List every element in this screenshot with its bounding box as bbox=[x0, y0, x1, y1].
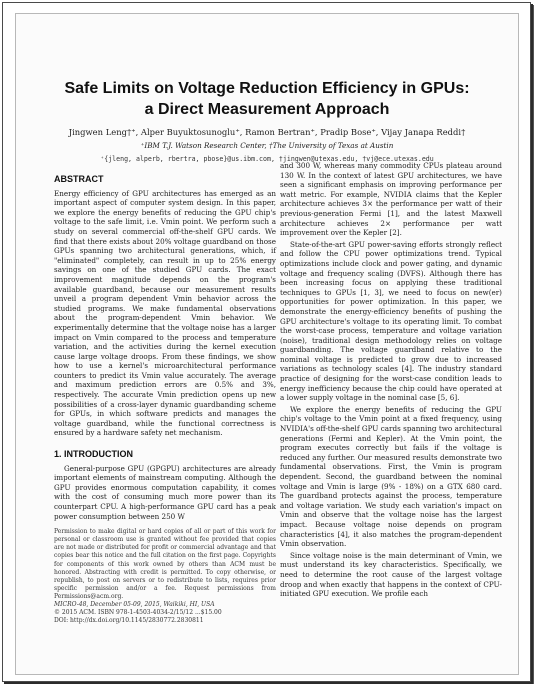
intro-heading: 1. INTRODUCTION bbox=[54, 449, 134, 460]
abstract-heading: ABSTRACT bbox=[54, 174, 104, 184]
intro-para-3: We explore the energy benefits of reducing the GPU chip's voltage to the Vmin point at a fixed frequency, using NVIDIA's off-the-shelf GPU cards spanning two architectural generations (Fermi and Kepler). At the Vmin point, the program executes correctly but fails if the voltage is reduced any further. Our measured results demonstrate two fundamental observations. First, the Vmin is program dependent. Second, the guardband between the nominal voltage and Vmin is large (9% - 18%) on a GTX 680 card. The guardband protects against the process, temperature and voltage variation. We study each variation's impact on Vmin and observe that the voltage noise has the largest impact. Because voltage noise depends on program characteristics [4], it also matches the program-dependent Vmin observation. bbox=[280, 404, 502, 549]
paper-title bbox=[16, 78, 518, 120]
intro-para-2: State-of-the-art GPU power-saving efforts strongly reflect and follow the CPU power optimizations trend. Typical optimizations include clock and power gating, and dynamic voltage and frequency scaling (DVFS). Although there has been increasing focus on applying these traditional techniques to GPUs [1, 3], we need to focus on new(er) opportunities for power optimization. In this paper, we demonstrate the energy-efficiency benefits of pushing the GPU architecture's voltage to its operating limit. To combat the worst-case process, temperature and voltage variation (noise), traditional design methodology relies on voltage guardbanding. The voltage guardband relative to the nominal voltage is predicted to grow due to increased variations as technology scales [4]. The industry standard practice of designing for the worst-case condition leads to energy inefficiency because the chip could have operated at a lower supply voltage in the nominal case [5, 6]. bbox=[280, 239, 502, 403]
paper-page bbox=[15, 13, 519, 675]
affiliations: ⁺IBM T.J. Watson Research Center, †The University of Texas at Austin bbox=[140, 141, 394, 150]
right-column bbox=[280, 161, 502, 601]
venue-line: MICRO-48, December 05-09, 2015, Waikiki, HI, USA bbox=[54, 601, 215, 609]
author-emails: ⁺{jleng, alperb, rbertra, pbose}@us.ibm.com, †jingwen@utexas.edu, †vj@ece.utexas.edu bbox=[100, 155, 434, 163]
intro-para-continued: and 300 W, whereas many commodity CPUs plateau around 130 W. In the context of latest GPU architectures, we have seen a significant emphasis on improving performance per watt metric. For example, NVIDIA claims that the Kepler architecture achieves 3× the performance per watt of their previous-generation Fermi [1], and the latest Maxwell architecture achieves 2× performance per watt improvement over the Kepler [2]. bbox=[280, 161, 502, 238]
intro-para-4: Since voltage noise is the main determinant of Vmin, we must understand its key characteristics. Specifically, we need to determine the root cause of the largest voltage droop and when exactly that happens in the context of CPU-initiated GPU execution. We profile each bbox=[280, 550, 502, 599]
title-line-2: a Direct Measurement Approach bbox=[144, 101, 390, 118]
abstract-text: Energy efficiency of GPU architectures has emerged as an important aspect of computer system design. In this paper, we explore the energy benefits of reducing the GPU chip's voltage to the safe limit, i.e. Vmin point. We perform such a study on several commercial off-the-shelf GPU cards. We find that there exists about 20% voltage guardband on those GPUs spanning two architectural generations, which, if "eliminated" completely, can result in up to 25% energy savings on one of the studied GPU cards. The exact improvement magnitude depends on the program's available guardband, because our measurement results unveil a program dependent Vmin behavior across the studied programs. We make fundamental observations about the program-dependent Vmin behavior. We experimentally determine that the voltage noise has a larger impact on Vmin compared to the process and temperature variation, and the activities during the kernel execution cause large voltage droops. From these findings, we show how to use a kernel's microarchitectural performance counters to predict its Vmin value accurately. The average and maximum prediction errors are 0.5% and 3%, respectively. The accurate Vmin prediction opens up new possibilities of a cross-layer dynamic guardbanding scheme for GPUs, in which software predicts and manages the voltage guardband, while the functional correctness is ensured by a hardware safety net mechanism. bbox=[54, 188, 276, 438]
permission-text: Permission to make digital or hard copies of all or part of this work for personal or classroom use is granted without fee provided that copies are not made or distributed for profit or commercial advantage and that copies bear this notice and the full citation on the first page. Copyrights for components of this work owned by others than ACM must be honored. Abstracting with credit is permitted. To copy otherwise, or republish, to post on servers or to redistribute to lists, requires prior specific permission and/or a fee. Request permissions from Permissions@acm.org. bbox=[54, 528, 276, 600]
copyright-line: © 2015 ACM. ISBN 978-1-4503-4034-2/15/12 ...$15.00 bbox=[54, 609, 222, 617]
author-list: Jingwen Leng†⁺, Alper Buyuktosunoglu⁺, Ramon Bertran⁺, Pradip Bose⁺, Vijay Janapa Reddi† bbox=[68, 127, 466, 137]
intro-text: General-purpose GPU (GPGPU) architectures are already important elements of mainstream computing. Although the GPU provides enormous computation capability, it comes with the cost of consuming much more power than its counterpart CPU. A high-performance GPU card has a peak power consumption between 250 W bbox=[54, 463, 276, 521]
permission-footnote bbox=[54, 528, 276, 625]
doi-line: DOI: http://dx.doi.org/10.1145/2830772.2830811 bbox=[54, 617, 204, 625]
screenshot-frame bbox=[2, 2, 531, 682]
left-column bbox=[54, 166, 276, 625]
title-line-1: Safe Limits on Voltage Reduction Efficiency in GPUs: bbox=[64, 80, 470, 97]
